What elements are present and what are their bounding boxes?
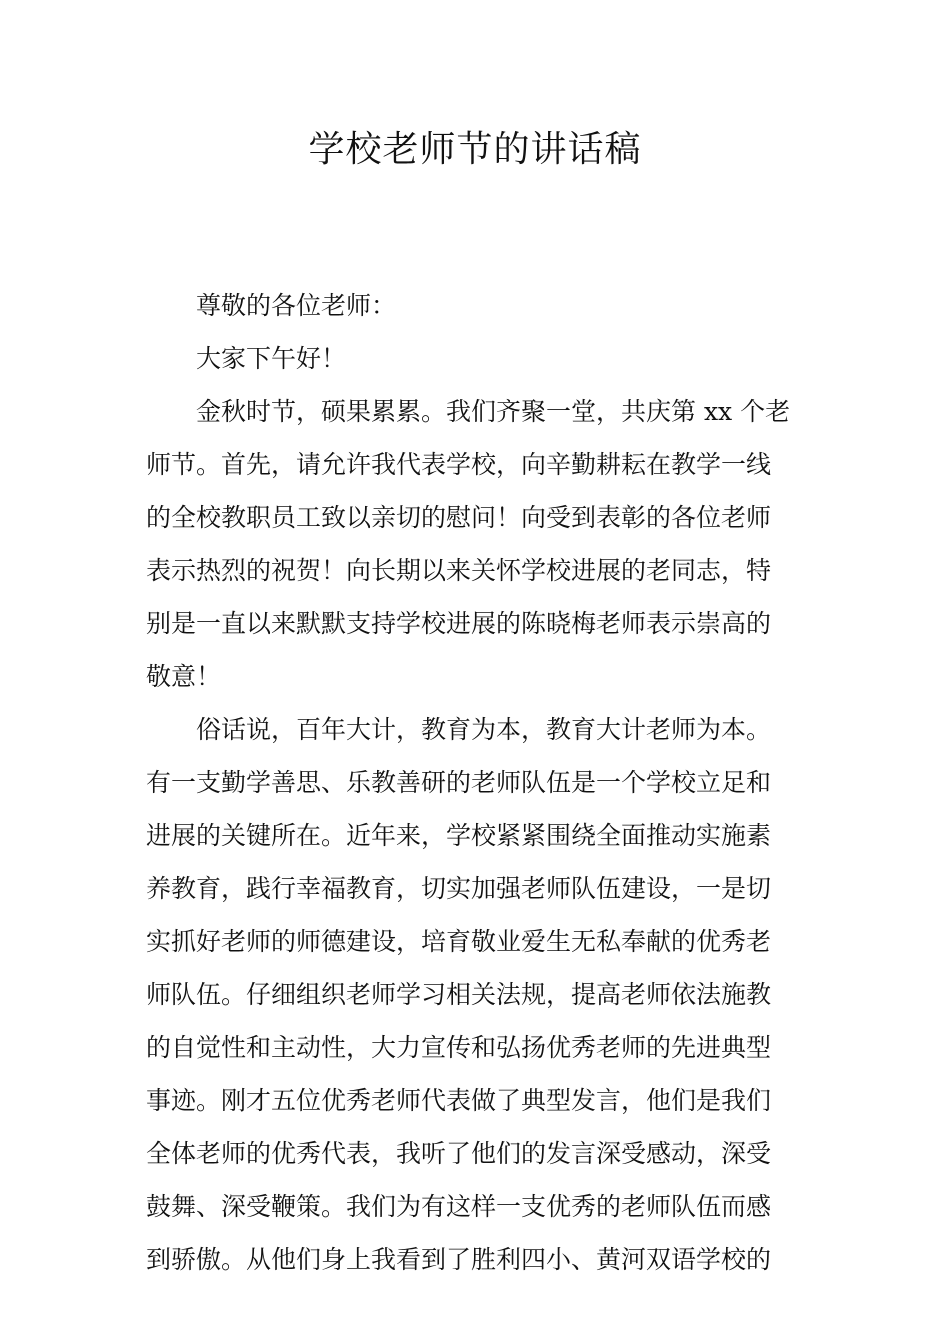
body-line: 师队伍。仔细组织老师学习相关法规，提高老师依法施教 [146,980,772,1009]
body-line: 全体老师的优秀代表，我听了他们的发言深受感动，深受 [146,1139,772,1168]
body-line: 鼓舞、深受鞭策。我们为有这样一支优秀的老师队伍而感 [146,1192,772,1221]
document-body [146,279,806,1286]
body-line: 金秋时节，硕果累累。我们齐聚一堂，共庆第 xx 个老 [196,397,791,426]
body-line: 进展的关键所在。近年来，学校紧紧围绕全面推动实施素 [146,821,772,850]
body-line: 事迹。刚才五位优秀老师代表做了典型发言，他们是我们 [146,1086,772,1115]
body-line: 敬意！ [146,662,222,691]
body-line: 大家下午好！ [196,344,347,373]
document-title: 学校老师节的讲话稿 [308,129,642,170]
body-line: 俗话说，百年大计，教育为本，教育大计老师为本。 [196,715,772,744]
body-line: 实抓好老师的师德建设，培育敬业爱生无私奉献的优秀老 [146,927,772,956]
body-line: 师节。首先，请允许我代表学校，向辛勤耕耘在教学一线 [146,450,772,479]
body-line: 养教育，践行幸福教育，切实加强老师队伍建设，一是切 [146,874,772,903]
body-line: 有一支勤学善思、乐教善研的老师队伍是一个学校立足和 [146,768,772,797]
body-line: 尊敬的各位老师： [196,291,397,320]
body-line: 别是一直以来默默支持学校进展的陈晓梅老师表示崇高的 [146,609,772,638]
body-line: 的自觉性和主动性，大力宣传和弘扬优秀老师的先进典型 [146,1033,772,1062]
body-line: 到骄傲。从他们身上我看到了胜利四小、黄河双语学校的 [146,1245,772,1274]
body-line: 的全校教职员工致以亲切的慰问！向受到表彰的各位老师 [146,503,772,532]
body-line: 表示热烈的祝贺！向长期以来关怀学校进展的老同志，特 [146,556,772,585]
